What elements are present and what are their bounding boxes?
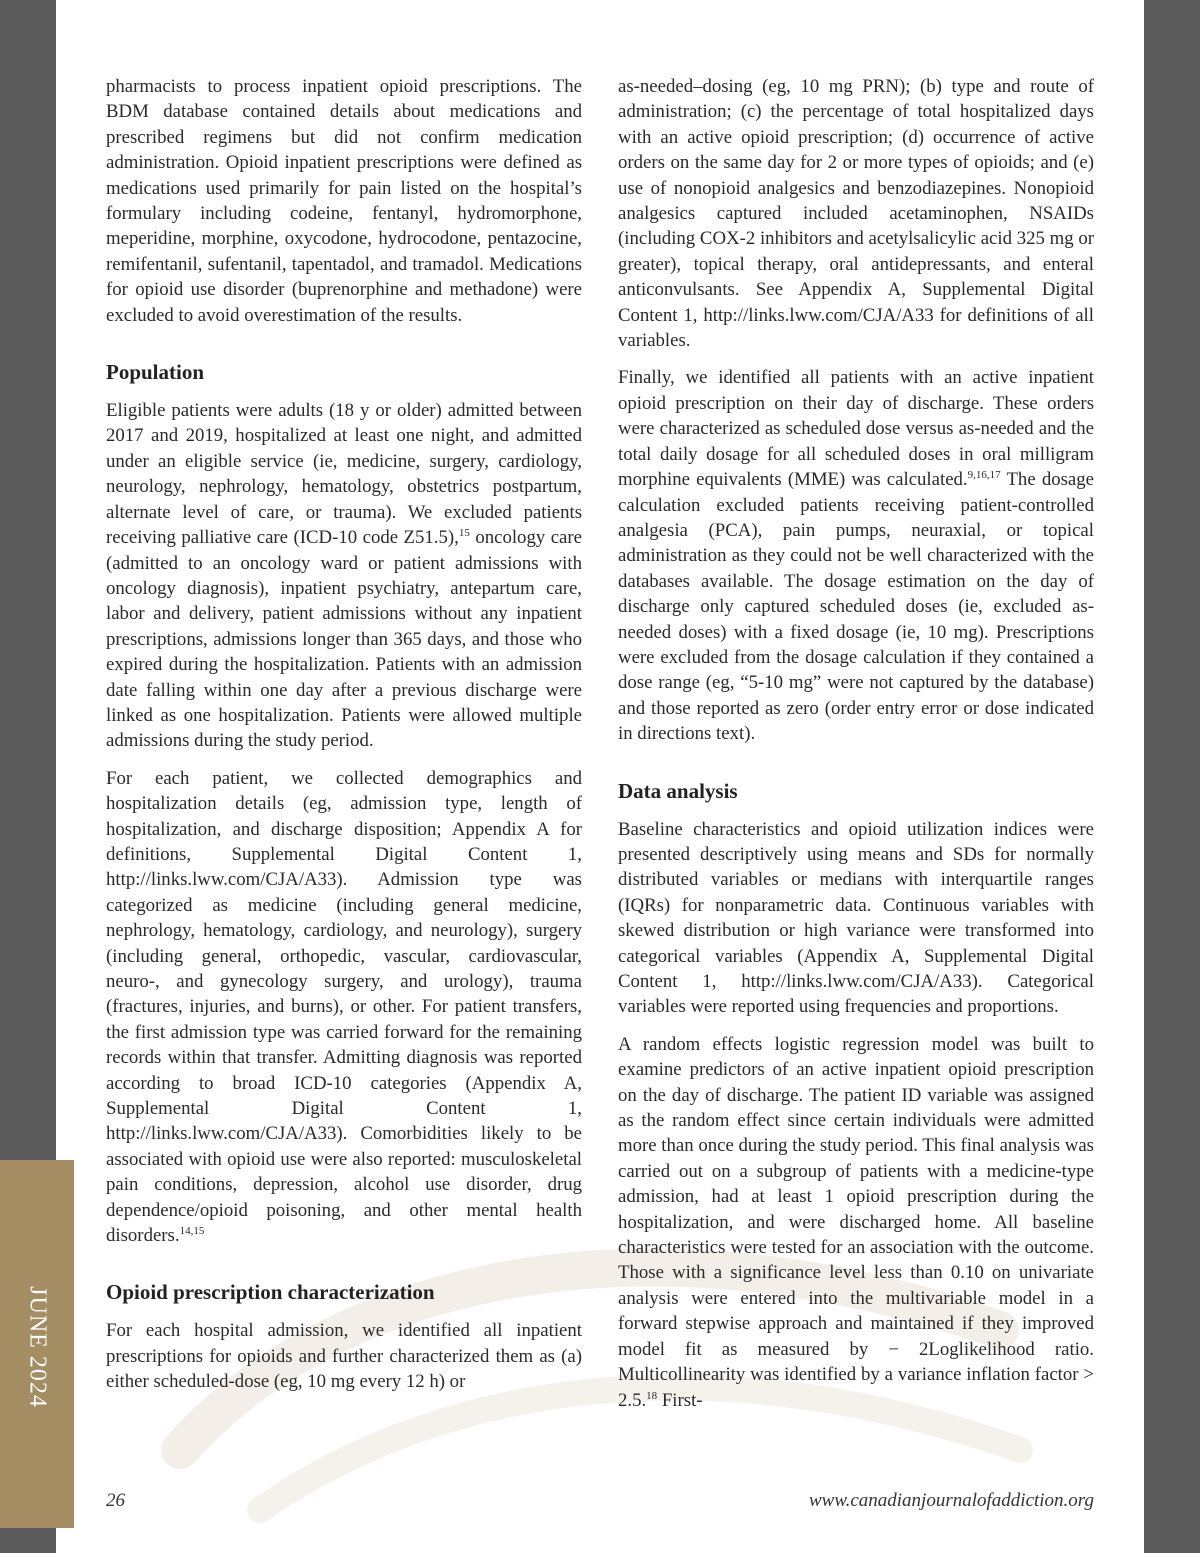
- citation-ref: 14,15: [179, 1225, 205, 1238]
- citation-ref: 18: [646, 1389, 658, 1402]
- page-number: 26: [106, 1490, 125, 1511]
- right-margin-bar: [1144, 0, 1200, 1553]
- paragraph-regression-model: A random effects logistic regression model was built to examine predictors of an active inpatient opioid prescription on the day of discharge. The patient ID variable was assigned as the random effect since certain individuals were admitted more than once during the study period. This final analysis was carried out on a subgroup of patients with a medicine-type admission, had at least 1 opioid prescription during the hospitalization, and were discharged home. All baseline characteristics were tested for an association with the outcome. Those with a significance level less than 0.10 on univariate analysis were entered into the multivariable model in a forward stepwise approach and maintained if they improved model fit as measured by − 2Loglikelihood ratio. Multicollinearity was identified by a variance inflation factor > 2.5.18 First-: [618, 1033, 1094, 1411]
- paragraph-eligibility: Eligible patients were adults (18 y or older) admitted between 2017 and 2019, hospitalized at least one night, and admitted under an eligible service (ie, medicine, surgery, cardiology, neurology, nephrology, hematology, obstetrics postpartum, alternate level of care, or trauma). We excluded patients receiving palliative care (ICD-10 code Z51.5),$^{15}$ oncology care (admitted to an oncology ward or patient admissions with oncology diagnosis), inpatient psychiatry, antepartum care, labor and delivery, patient admissions without any inpatient prescriptions, admissions longer than 365 days, and those who expired during the hospitalization. Patients with an admission date falling within one day after a previous discharge were linked as one hospitalization. Patients were allowed multiple admissions during the study period.: [106, 400, 582, 752]
- citation-ref: 9,16,17: [967, 469, 1001, 482]
- paragraph-demographics: For each patient, we collected demographics and hospitalization details (eg, admission type, length of hospitalization, and discharge disposition; Appendix A for definitions, Supplemental Digital Content 1, http://links.lww.com/CJA/A33). Admission type was categorized as medicine (including general medicine, nephrology, hematology, cardiology, and neurology), surgery (including general, orthopedic, vascular, cardiovascular, neuro-, and gynecology surgery, and urology), trauma (fractures, injuries, and burns), or other. For patient transfers, the first admission type was carried forward for the remaining records within that transfer. Admitting diagnosis was reported according to broad ICD-10 categories (Appendix A, Supplemental Digital Content 1, http://links.lww.com/CJA/A33). Comorbidities likely to be associated with opioid use were also reported: musculoskeletal pain conditions, depression, alcohol use disorder, drug dependence/opioid poisoning, and other mental health disorders.$^{14,15}$: [106, 767, 582, 1247]
- paragraph-baseline-characteristics: Baseline characteristics and opioid utilization indices were presented descriptively using means and SDs for normally distributed variables or medians with interquartile ranges (IQRs) for nonparametric data. Continuous variables with skewed distribution or high variance were transformed into categorical variables (Appendix A, Supplemental Digital Content 1, http://links.lww.com/CJA/A33). Categorical variables were reported using frequencies and proportions.: [618, 818, 1094, 1018]
- right-column: [618, 74, 1094, 1425]
- paragraph-dosing-types: as-needed–dosing (eg, 10 mg PRN); (b) type and route of administration; (c) the percentage of total hospitalized days with an active opioid prescription; (d) occurrence of active orders on the same day for 2 or more types of opioids; and (e) use of nonopioid analgesics and benzodiazepines. Nonopioid analgesics captured included acetaminophen, NSAIDs (including COX-2 inhibitors and acetylsalicylic acid 325 mg or greater), topical therapy, oral antidepressants, and enteral anticonvulsants. See Appendix A, Supplemental Digital Content 1, http://links.lww.com/CJA/A33 for definitions of all variables.: [618, 76, 1094, 352]
- heading-population: Population: [106, 360, 205, 385]
- issue-date-label: JUNE 2024: [24, 1286, 51, 1408]
- paragraph-discharge-prescriptions: Finally, we identified all patients with an active inpatient opioid prescription on their day of discharge. These orders were characterized as scheduled dose versus as-needed and the total daily dosage for all scheduled doses in oral milligram morphine equivalents (MME) was calculated.$^{9,16,17}$ The dosage calculation excluded patients receiving patient-controlled analgesia (PCA), pain pumps, neuraxial, or topical administration as they could not be well characterized with the databases available. The dosage estimation on the day of discharge only captured scheduled doses (ie, excluded as-needed doses) with a fixed dosage (ie, 10 mg). Prescriptions were excluded from the dosage calculation if they contained a dose range (eg, “5-10 mg” were not captured by the database) and those reported as zero (order entry error or dose indicated in directions text).: [618, 367, 1094, 745]
- paragraph-admission-prescriptions: For each hospital admission, we identified all inpatient prescriptions for opioids and further characterized them as (a) either scheduled-dose (eg, 10 mg every 12 h) or: [106, 1320, 582, 1393]
- heading-opioid-characterization: Opioid prescription characterization: [106, 1280, 435, 1305]
- journal-url: www.canadianjournalofaddiction.org: [808, 1490, 1094, 1511]
- citation-ref: 15: [458, 527, 470, 540]
- heading-data-analysis: Data analysis: [618, 778, 738, 803]
- left-column: [106, 74, 582, 1407]
- paragraph-formulary: pharmacists to process inpatient opioid prescriptions. The BDM database contained details about medications and prescribed regimens but did not confirm medication administration. Opioid inpatient prescriptions were defined as medications used primarily for pain listed on the hospital’s formulary including codeine, fentanyl, hydromorphone, meperidine, morphine, oxycodone, hydrocodone, pentazocine, remifentanil, sufentanil, tapentadol, and tramadol. Medications for opioid use disorder (buprenorphine and methadone) were excluded to avoid overestimation of the results.: [106, 76, 582, 326]
